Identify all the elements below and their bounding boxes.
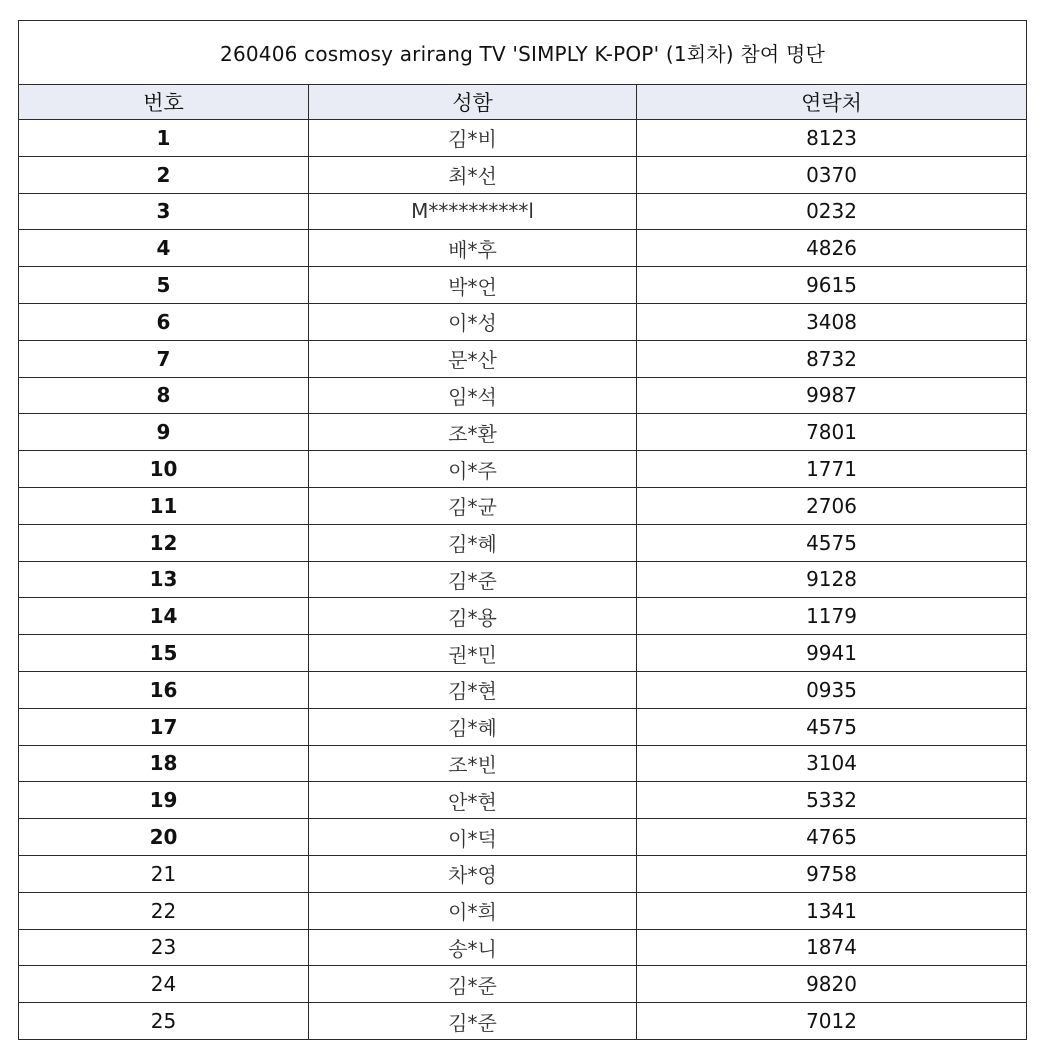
row-number: 5 bbox=[19, 267, 309, 304]
participant-contact: 9987 bbox=[637, 377, 1027, 414]
participant-contact: 1771 bbox=[637, 451, 1027, 488]
participant-name: 배*후 bbox=[309, 230, 637, 267]
row-number: 1 bbox=[19, 120, 309, 157]
participant-name: 송*니 bbox=[309, 929, 637, 966]
table-row bbox=[19, 451, 1027, 488]
participant-contact: 0370 bbox=[637, 156, 1027, 193]
table-row bbox=[19, 267, 1027, 304]
participant-table bbox=[18, 20, 1027, 1040]
participant-name: 김*준 bbox=[309, 1003, 637, 1040]
participant-contact: 9758 bbox=[637, 855, 1027, 892]
row-number: 13 bbox=[19, 561, 309, 598]
participant-name: 이*희 bbox=[309, 892, 637, 929]
participant-contact: 1874 bbox=[637, 929, 1027, 966]
participant-contact: 1179 bbox=[637, 598, 1027, 635]
table-row bbox=[19, 487, 1027, 524]
row-number: 17 bbox=[19, 708, 309, 745]
participant-name: 이*성 bbox=[309, 303, 637, 340]
column-header-contact: 연락처 bbox=[637, 85, 1027, 120]
row-number: 16 bbox=[19, 671, 309, 708]
participant-name: 권*민 bbox=[309, 635, 637, 672]
participant-name: 이*주 bbox=[309, 451, 637, 488]
participant-name: 김*혜 bbox=[309, 708, 637, 745]
participant-contact: 4826 bbox=[637, 230, 1027, 267]
participant-name: 김*준 bbox=[309, 561, 637, 598]
participant-contact: 1341 bbox=[637, 892, 1027, 929]
participant-name: 김*용 bbox=[309, 598, 637, 635]
participant-name: 박*언 bbox=[309, 267, 637, 304]
table-row bbox=[19, 708, 1027, 745]
participant-contact: 0935 bbox=[637, 671, 1027, 708]
participant-contact: 8123 bbox=[637, 120, 1027, 157]
participant-name: 조*빈 bbox=[309, 745, 637, 782]
table-row bbox=[19, 966, 1027, 1003]
table-row bbox=[19, 892, 1027, 929]
table-row bbox=[19, 671, 1027, 708]
row-number: 24 bbox=[19, 966, 309, 1003]
table-row bbox=[19, 524, 1027, 561]
table-row bbox=[19, 230, 1027, 267]
row-number: 18 bbox=[19, 745, 309, 782]
table-row bbox=[19, 120, 1027, 157]
table-row bbox=[19, 819, 1027, 856]
participant-contact: 9941 bbox=[637, 635, 1027, 672]
table-row bbox=[19, 598, 1027, 635]
row-number: 11 bbox=[19, 487, 309, 524]
table-title: 260406 cosmosy arirang TV 'SIMPLY K-POP' (1회차) 참여 명단 bbox=[19, 21, 1027, 85]
row-number: 14 bbox=[19, 598, 309, 635]
column-header-number: 번호 bbox=[19, 85, 309, 120]
row-number: 20 bbox=[19, 819, 309, 856]
participant-contact: 8732 bbox=[637, 340, 1027, 377]
participant-contact: 2706 bbox=[637, 487, 1027, 524]
table-row bbox=[19, 193, 1027, 230]
participant-contact: 0232 bbox=[637, 193, 1027, 230]
participant-contact: 3104 bbox=[637, 745, 1027, 782]
table-row bbox=[19, 635, 1027, 672]
row-number: 9 bbox=[19, 414, 309, 451]
row-number: 3 bbox=[19, 193, 309, 230]
row-number: 10 bbox=[19, 451, 309, 488]
participant-name: 차*영 bbox=[309, 855, 637, 892]
participant-contact: 3408 bbox=[637, 303, 1027, 340]
table-row bbox=[19, 1003, 1027, 1040]
participant-sheet bbox=[18, 20, 1026, 1040]
table-row bbox=[19, 303, 1027, 340]
row-number: 4 bbox=[19, 230, 309, 267]
participant-name: 김*비 bbox=[309, 120, 637, 157]
table-row bbox=[19, 377, 1027, 414]
row-number: 22 bbox=[19, 892, 309, 929]
participant-contact: 9128 bbox=[637, 561, 1027, 598]
participant-contact: 4575 bbox=[637, 524, 1027, 561]
header-row bbox=[19, 85, 1027, 120]
participant-name: 최*선 bbox=[309, 156, 637, 193]
table-row bbox=[19, 782, 1027, 819]
row-number: 15 bbox=[19, 635, 309, 672]
participant-name: 김*준 bbox=[309, 966, 637, 1003]
participant-contact: 9820 bbox=[637, 966, 1027, 1003]
row-number: 21 bbox=[19, 855, 309, 892]
participant-contact: 9615 bbox=[637, 267, 1027, 304]
row-number: 7 bbox=[19, 340, 309, 377]
row-number: 23 bbox=[19, 929, 309, 966]
participant-contact: 4765 bbox=[637, 819, 1027, 856]
participant-name: 안*현 bbox=[309, 782, 637, 819]
row-number: 25 bbox=[19, 1003, 309, 1040]
table-row bbox=[19, 929, 1027, 966]
participant-name: 문*산 bbox=[309, 340, 637, 377]
row-number: 8 bbox=[19, 377, 309, 414]
table-row bbox=[19, 340, 1027, 377]
table-body bbox=[19, 120, 1027, 1040]
participant-name: 조*환 bbox=[309, 414, 637, 451]
title-row bbox=[19, 21, 1027, 85]
participant-contact: 5332 bbox=[637, 782, 1027, 819]
column-header-name: 성함 bbox=[309, 85, 637, 120]
table-row bbox=[19, 156, 1027, 193]
participant-name: M**********l bbox=[309, 193, 637, 230]
table-row bbox=[19, 855, 1027, 892]
participant-name: 임*석 bbox=[309, 377, 637, 414]
participant-contact: 7012 bbox=[637, 1003, 1027, 1040]
table-row bbox=[19, 561, 1027, 598]
table-row bbox=[19, 414, 1027, 451]
row-number: 19 bbox=[19, 782, 309, 819]
participant-name: 김*혜 bbox=[309, 524, 637, 561]
participant-name: 김*균 bbox=[309, 487, 637, 524]
participant-name: 김*현 bbox=[309, 671, 637, 708]
participant-contact: 4575 bbox=[637, 708, 1027, 745]
row-number: 6 bbox=[19, 303, 309, 340]
participant-contact: 7801 bbox=[637, 414, 1027, 451]
row-number: 2 bbox=[19, 156, 309, 193]
table-row bbox=[19, 745, 1027, 782]
participant-name: 이*덕 bbox=[309, 819, 637, 856]
row-number: 12 bbox=[19, 524, 309, 561]
